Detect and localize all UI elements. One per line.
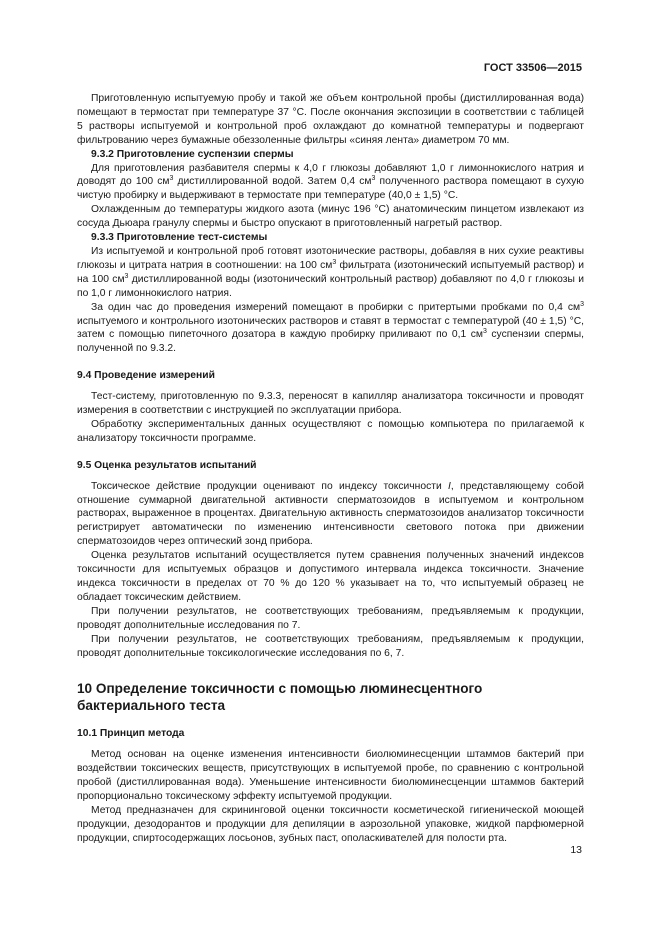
subsection-heading-9-3-3: 9.3.3 Приготовление тест-системы: [91, 232, 268, 244]
subsection-heading-9-3-2: 9.3.2 Приготовление суспензии спермы: [91, 148, 294, 160]
paragraph: При получении результатов, не соответствующих требованиям, предъявляемым к продукции, проводят дополнительные токсикологические исследования по 6, 7.: [77, 633, 584, 659]
paragraph: Метод предназначен для скрининговой оценки токсичности косметической гигиенической моющей продукции, дезодорантов и продукции для депиляции в аэрозольной упаковке, жидкой парфюмерной продукции, спиртосодержащих лосьонов, зубных паст, ополаскивателей для полости рта.: [77, 804, 584, 844]
paragraph: Тест-систему, приготовленную по 9.3.3, переносят в капилляр анализатора токсичности и проводят измерения в соответствии с инструкцией по эксплуатации прибора.: [77, 391, 584, 417]
paragraph: Обработку экспериментальных данных осуществляют с помощью компьютера по прилагаемой к анализатору токсичности программе.: [77, 418, 584, 444]
paragraph: Из испытуемой и контрольной проб готовят изотонические растворы, добавляя в них сухие реактивы глюкозы и цитрата натрия в соотношении: на 100 $см^3$ фильтрата (изотонический испытуемый раствор) и на 100 $см^3$ дистиллированной воды (изотонический контрольный раствор) добавляют по 4,0 г глюкозы и по 1,0 г лимоннокислого натрия.: [77, 245, 585, 299]
standard-header: ГОСТ 33506—2015: [483, 62, 582, 74]
paragraph: Метод основан на оценке изменения интенсивности биолюминесценции штаммов бактерий при воздействии токсических веществ, присутствующих в испытуемой пробе, по сравнению с контрольной пробой (дистиллированная вода). Уменьшение интенсивности биолюминесценции штаммов бактерий пропорционально токсическому эффекту испытуемой продукции.: [77, 749, 584, 803]
paragraph: За один час до проведения измерений помещают в пробирки с притертыми пробками по 0,4 $см^3$ испытуемого и контрольного изотонических растворов и ставят в термостат с температурой (40 ± 1,5) °С, затем с помощью пипеточного дозатора в каждую пробирку приливают по 0,1 $см^3$ суспензии спермы, полученной по 9.3.2.: [77, 300, 584, 355]
paragraph: Оценка результатов испытаний осуществляется путем сравнения полученных значений индексов токсичности для испытуемых образцов и допустимого интервала индекса токсичности. Значение индекса токсичности в пределах от 70 % до 120 % указывает на то, что испытуемый образец не обладает токсическим действием.: [77, 550, 584, 603]
section-heading-9-5: 9.5 Оценка результатов испытаний: [77, 459, 257, 471]
paragraph: При получении результатов, не соответствующих требованиям, предъявляемым к продукции, проводят дополнительные исследования по 7.: [77, 605, 584, 631]
section-heading-9-4: 9.4 Проведение измерений: [77, 370, 215, 382]
document-body: [77, 92, 584, 846]
section-heading-10-1: 10.1 Принцип метода: [77, 728, 185, 740]
paragraph: Токсическое действие продукции оценивают по индексу токсичности I, представляющему собой отношение суммарной двигательной активности сперматозоидов в испытуемом и контрольном растворах, выраженное в процентах. Двигательную активность сперматозоидов анализатор токсичности регистрирует автоматически по изменению интенсивности светового потока при движении сперматозоидов через оптический зонд прибора.: [77, 480, 584, 548]
paragraph: Охлажденным до температуры жидкого азота (минус 196 °С) анатомическим пинцетом извлекают из сосуда Дьюара гранулу спермы и быстро опускают в приготовленный нагретый раствор.: [77, 204, 584, 230]
paragraph: Приготовленную испытуемую пробу и такой же объем контрольной пробы (дистиллированная вода) помещают в термостат при температуре 37 °С. После окончания экспозиции в соответствии с таблицей 5 растворы испытуемой и контрольной проб охлаждают до комнатной температуры и подвергают фильтрованию через бумажные обеззоленные фильтры «синяя лента» диаметром 70 мм.: [77, 93, 584, 146]
chapter-heading-10: 10 Определение токсичности с помощью люминесцентного бактериального теста: [77, 681, 483, 714]
page-number: 13: [570, 844, 582, 856]
paragraph: Для приготовления разбавителя спермы к 4,0 г глюкозы добавляют 1,0 г лимоннокислого натрия и доводят до 100 $см^3$ дистиллированной водой. Затем 0,4 $см^3$ полученного раствора помещают в сухую чистую пробирку и выдерживают в термостате при температуре (40,0 ± 1,5) °С.: [77, 162, 584, 202]
